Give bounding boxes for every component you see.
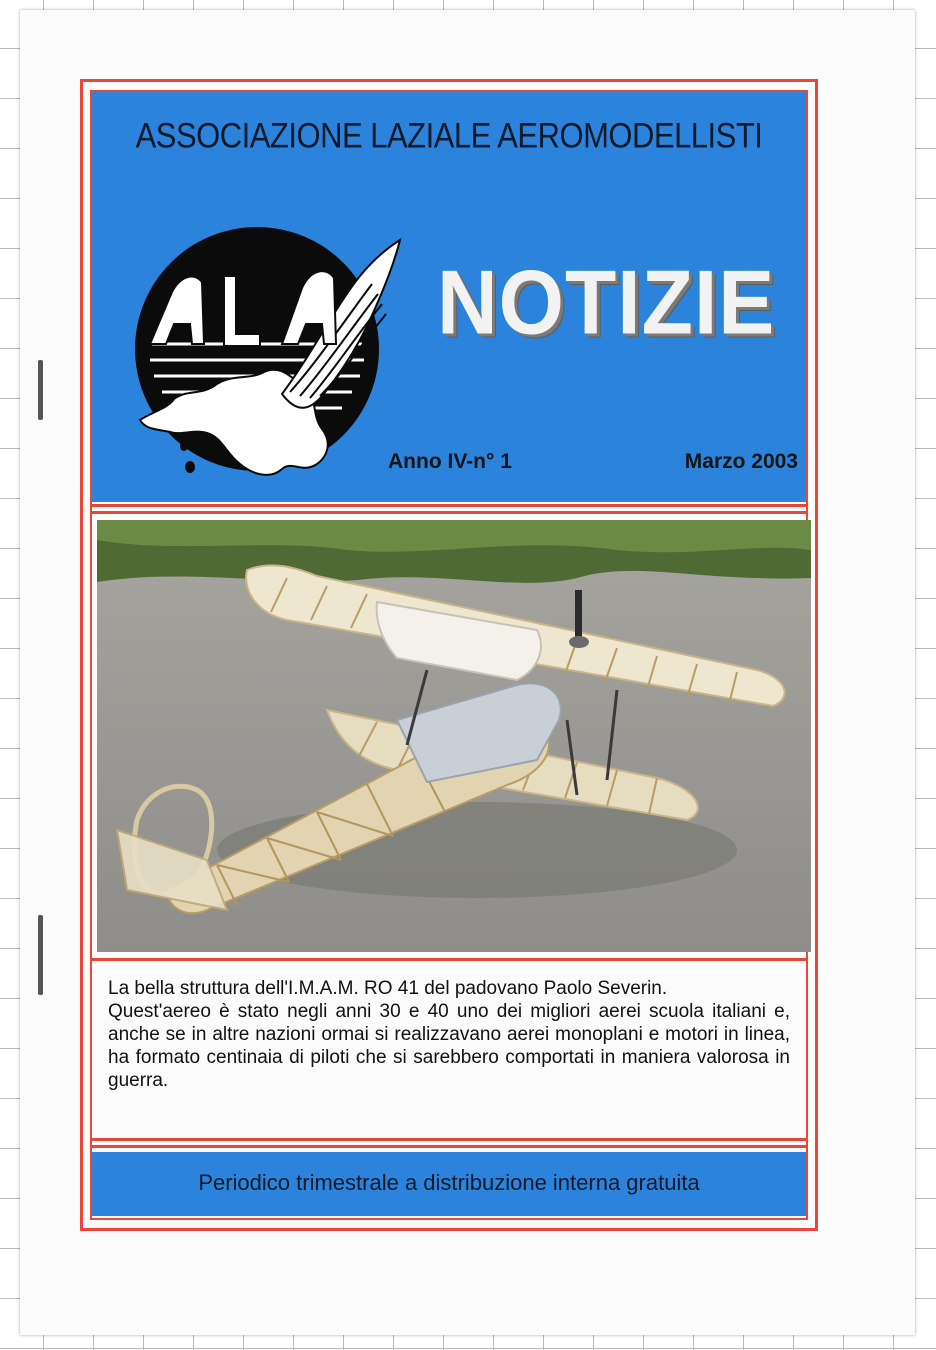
divider bbox=[92, 1138, 806, 1141]
divider bbox=[92, 504, 806, 507]
issue-number: Anno IV-n° 1 bbox=[388, 450, 512, 473]
divider bbox=[92, 1145, 806, 1148]
caption-line: La bella struttura dell'I.M.A.M. RO 41 del padovano Paolo Severin. bbox=[108, 978, 668, 999]
magazine-title: NOTIZIE bbox=[437, 251, 776, 353]
cover-frame bbox=[80, 79, 818, 1231]
footer-band bbox=[92, 1152, 806, 1216]
cover-caption bbox=[108, 977, 790, 1092]
ala-logo-icon bbox=[132, 184, 412, 484]
divider bbox=[92, 958, 806, 961]
header-band bbox=[92, 92, 806, 502]
cover-photo bbox=[97, 520, 801, 952]
biplane-model-photo bbox=[97, 520, 811, 952]
issue-date: Marzo 2003 bbox=[684, 450, 798, 473]
footer-text: Periodico trimestrale a distribuzione interna gratuita bbox=[198, 1170, 700, 1195]
divider bbox=[92, 511, 806, 514]
staple bbox=[38, 360, 43, 420]
cover-inner-frame bbox=[90, 90, 808, 1220]
staple bbox=[38, 915, 43, 995]
caption-body: Quest'aereo è stato negli anni 30 e 40 uno dei migliori aerei scuola italiani e, anche se in altre nazioni ormai si realizzavano aerei monoplani e motori in linea, ha formato centinaia di piloti che si sarebbero comportati in maniera valorosa in guerra. bbox=[108, 1001, 790, 1091]
association-name: ASSOCIAZIONE LAZIALE AEROMODELLISTI bbox=[135, 115, 763, 156]
